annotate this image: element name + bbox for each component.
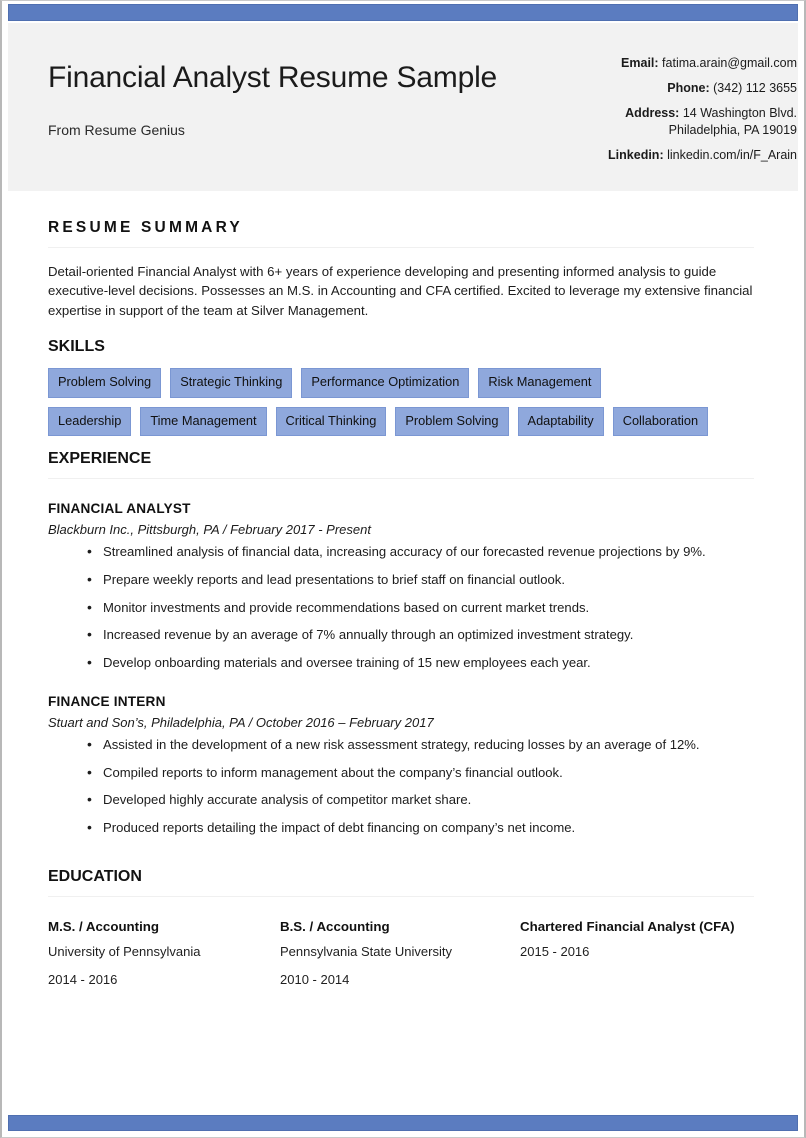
contact-email-label: Email: [621,56,659,70]
experience-heading: EXPERIENCE [48,450,152,468]
skills-heading: SKILLS [48,337,105,355]
job-bullet-list [48,543,754,672]
education-years: 2010 - 2014 [280,971,350,987]
education-school: University of Pennsylvania [48,943,201,959]
skill-tag[interactable]: Adaptability [518,407,604,437]
skills-row [48,368,754,398]
job-bullet: • Developed highly accurate analysis of competitor market share. [48,791,754,810]
bottom-accent-bar [8,1115,798,1131]
top-accent-bar [8,4,798,21]
education-school: 2015 - 2016 [520,943,590,959]
education-section [48,868,754,987]
education-years: 2014 - 2016 [48,971,118,987]
contact-address-value: 14 Washington Blvd. [682,105,798,120]
job-bullet: • Increased revenue by an average of 7% annually through an optimized investment strategy. [48,626,754,645]
skill-tag[interactable]: Risk Management [478,368,601,398]
contact-linkedin-value: linkedin.com/in/F_Arain [667,147,798,162]
summary-text: Detail-oriented Financial Analyst with 6+ years of experience developing and presenting informed analysis to guide executive-level decisions. Possesses an M.S. in Accounting and CFA certified. Excited to leverage my extensive financial expertise in support of the team at Silver Management. [48,264,753,318]
resume-header [8,23,798,191]
job-bullet: • Prepare weekly reports and lead presentations to brief staff on financial outlook. [48,571,754,590]
education-degree: Chartered Financial Analyst (CFA) [520,918,735,934]
job-bullet: • Compiled reports to inform management about the company’s financial outlook. [48,764,754,783]
job-bullet: • Develop onboarding materials and oversee training of 15 new employees each year. [48,654,754,673]
education-entry [280,919,520,987]
experience-divider [48,478,754,479]
contact-linkedin-label: Linkedin: [608,147,664,162]
contact-email-value: fatima.arain@gmail.com [662,56,798,70]
summary-divider [48,247,754,248]
contact-address [497,105,797,139]
experience-entry [48,694,754,837]
skills-section [48,338,754,437]
education-divider [48,896,754,897]
job-bullet-list [48,736,754,837]
job-bullet: • Assisted in the development of a new risk assessment strategy, reducing losses by an average of 12%. [48,736,754,755]
skills-tag-list [48,368,754,437]
contact-phone [497,80,797,97]
job-meta: Stuart and Son’s, Philadelphia, PA / October 2016 – February 2017 [48,715,434,731]
contact-phone-label: Phone: [667,80,710,95]
summary-heading: RESUME SUMMARY [48,219,243,236]
page-title: Financial Analyst Resume Sample [48,61,498,94]
education-grid [48,919,754,987]
contact-linkedin [497,147,797,164]
experience-entry [48,501,754,672]
education-degree: M.S. / Accounting [48,918,160,934]
skill-tag[interactable]: Strategic Thinking [170,368,292,398]
education-entry [520,919,735,987]
skill-tag[interactable]: Leadership [48,407,131,437]
education-entry [48,919,280,987]
job-bullet: • Produced reports detailing the impact of debt financing on company’s net income. [48,819,754,838]
job-title: FINANCIAL ANALYST [48,501,191,517]
skill-tag[interactable]: Problem Solving [48,368,161,398]
job-bullet: • Monitor investments and provide recommendations based on current market trends. [48,599,754,618]
resume-body [8,191,798,1115]
education-school: Pennsylvania State University [280,943,452,959]
contact-phone-value: (342) 112 3655 [713,80,798,95]
skill-tag[interactable]: Time Management [140,407,266,437]
job-meta: Blackburn Inc., Pittsburgh, PA / February 2017 - Present [48,522,371,538]
skills-row [48,407,754,437]
experience-section [48,450,754,837]
skill-tag[interactable]: Problem Solving [395,407,508,437]
skill-tag[interactable]: Critical Thinking [276,407,387,437]
education-heading: EDUCATION [48,867,142,885]
header-left [48,53,497,138]
job-bullet: • Streamlined analysis of financial data, increasing accuracy of our forecasted revenue projections by 9%. [48,543,754,562]
contact-block [497,53,797,171]
contact-address-value-line2: Philadelphia, PA 19019 [668,122,798,137]
contact-email [497,55,797,72]
job-title: FINANCE INTERN [48,694,166,710]
skill-tag[interactable]: Performance Optimization [301,368,469,398]
skill-tag[interactable]: Collaboration [613,407,708,437]
summary-section [48,191,754,320]
contact-address-label: Address: [625,105,680,120]
page-subtitle: From Resume Genius [48,122,185,138]
education-degree: B.S. / Accounting [280,918,390,934]
